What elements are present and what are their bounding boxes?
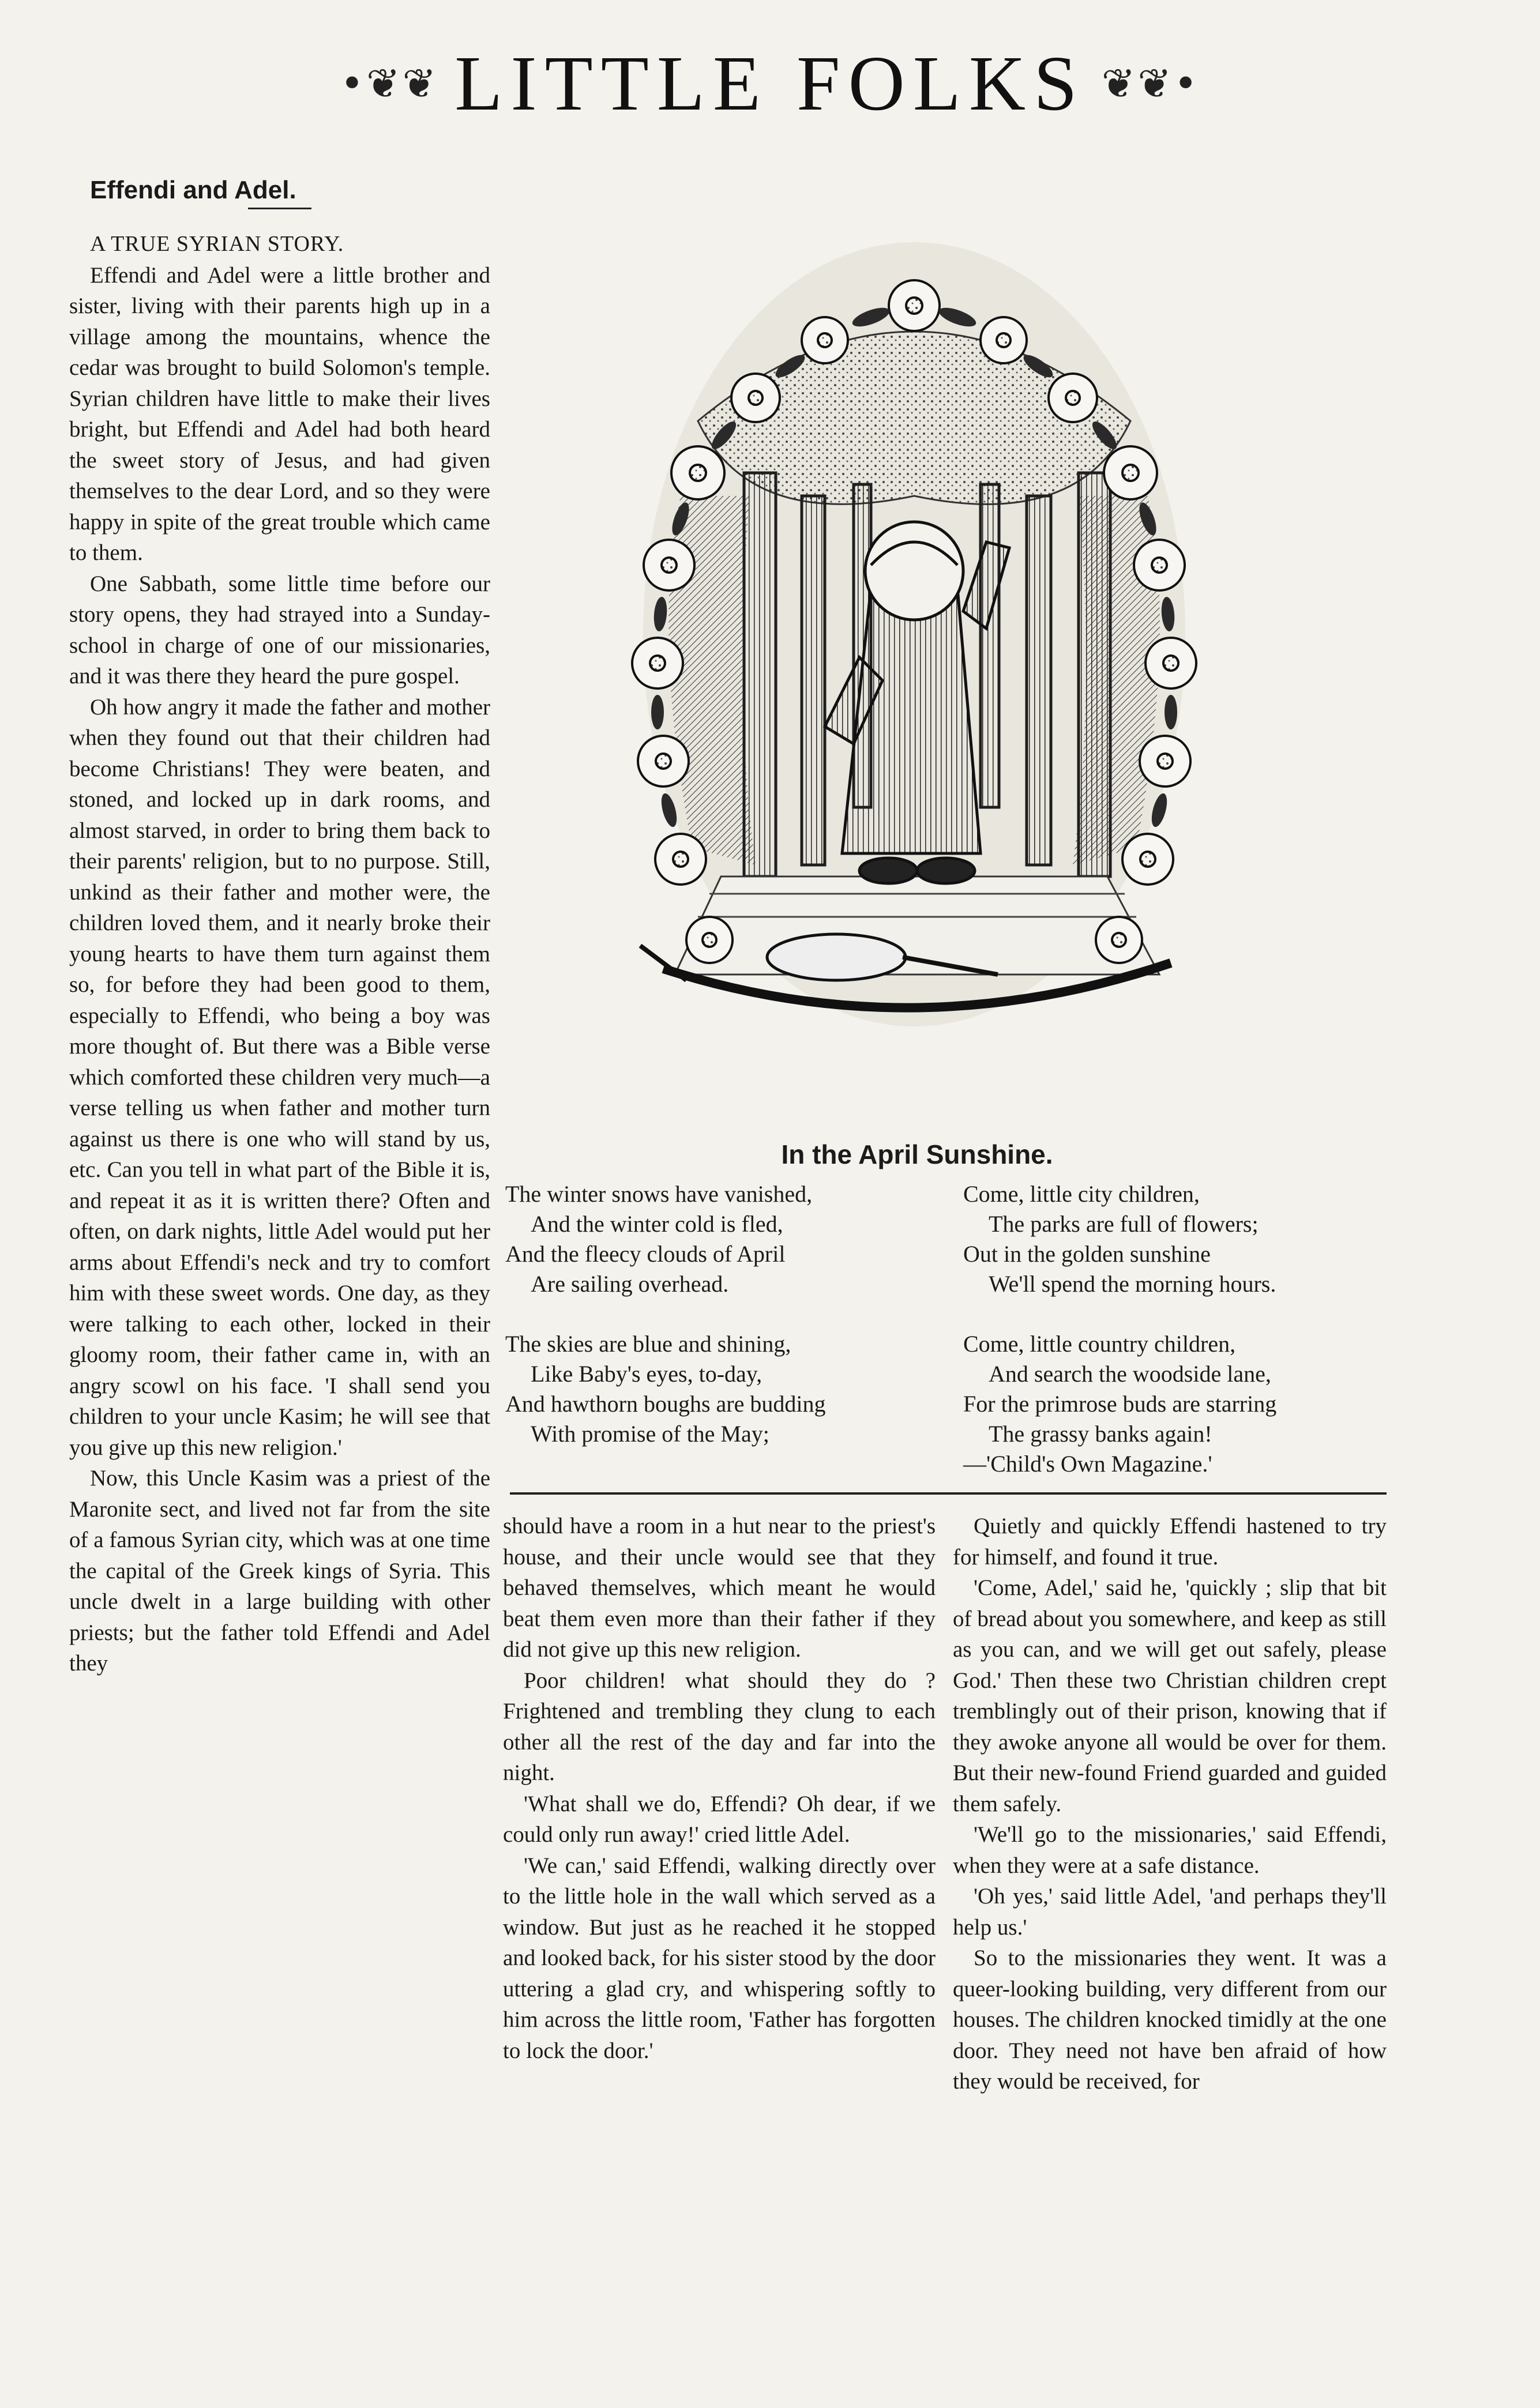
poem-line: The winter snows have vanished,: [505, 1181, 813, 1207]
story-column-left: [69, 173, 490, 1679]
poem-attribution: —'Child's Own Magazine.': [963, 1451, 1212, 1477]
paragraph: 'We can,' said Effendi, walking directly over to the little hole in the wall which served as a window. But just as he reached it he stopped and looked back, for his sister stood by the door uttering a glad cry, and whispering softly to him across the little room, 'Father has forgotten to lock the door.': [503, 1853, 936, 2063]
poem-line: The parks are full of flowers;: [989, 1211, 1259, 1237]
paragraph: Poor children! what should they do ? Frightened and trembling they clung to each other all the rest of the day and far into the night.: [503, 1668, 936, 1785]
paragraph: 'Oh yes,' said little Adel, 'and perhaps they'll help us.': [953, 1884, 1387, 1940]
paragraph: 'What shall we do, Effendi? Oh dear, if we could only run away!' cried little Adel.: [503, 1791, 936, 1847]
title-rule: [248, 208, 311, 209]
paragraph: 'Come, Adel,' said he, 'quickly ; slip that bit of bread about you somewhere, and keep as still as you can, and we will get out safely, please God.' Then these two Christian children crept tremblingly out of their prison, knowing that if they awoke anyone all would be over for them. But their new-found Friend guarded and guided them safely.: [953, 1575, 1387, 1816]
poem-line: Come, little country children,: [963, 1331, 1236, 1357]
page-header: [0, 40, 1540, 127]
story-title: Effendi and Adel.: [90, 176, 296, 204]
paragraph: Now, this Uncle Kasim was a priest of the Maronite sect, and lived not far from the site of a famous Syrian city, which was at one time the capital of the Greek kings of Syria. This uncle dwelt in a large building with other priests; but the father told Effendi and Adel they: [69, 1466, 490, 1676]
poem-line: Out in the golden sunshine: [963, 1241, 1211, 1267]
story-column-middle: [503, 1511, 936, 2066]
poem-line: Come, little city children,: [963, 1181, 1200, 1207]
engraving-child-in-garden: [583, 173, 1246, 1147]
story-subtitle: A TRUE SYRIAN STORY.: [90, 232, 344, 256]
poem-column-right: [963, 1179, 1402, 1479]
poem-line: And search the woodside lane,: [989, 1361, 1271, 1387]
poem-line: Like Baby's eyes, to-day,: [531, 1361, 763, 1387]
paragraph: Quietly and quickly Effendi hastened to try for himself, and found it true.: [953, 1514, 1387, 1570]
poem-line: The grassy banks again!: [989, 1421, 1212, 1447]
paragraph: So to the missionaries they went. It was a queer-looking building, very different from our houses. The children knocked timidly at the one door. They need not have ben afraid of how they would be received, for: [953, 1946, 1387, 2094]
section-divider: [510, 1492, 1387, 1495]
story-column-right: [953, 1511, 1387, 2097]
poem-line: And hawthorn boughs are budding: [505, 1391, 826, 1417]
ornament-right-icon: ❦❦•: [1101, 60, 1200, 107]
poem-line: The skies are blue and shining,: [505, 1331, 791, 1357]
paragraph: should have a room in a hut near to the priest's house, and their uncle would see that they behaved themselves, which meant he would beat them even more than their father if they did not give up this new religion.: [503, 1514, 936, 1662]
poem-line: Are sailing overhead.: [531, 1271, 729, 1297]
paragraph: 'We'll go to the missionaries,' said Effendi, when they were at a safe distance.: [953, 1822, 1387, 1878]
illustration-caption: In the April Sunshine.: [781, 1139, 1053, 1169]
poem-line: And the fleecy clouds of April: [505, 1241, 786, 1267]
poem-line: And the winter cold is fled,: [531, 1211, 783, 1237]
ornament-left-icon: •❦❦: [340, 60, 439, 107]
paragraph: Effendi and Adel were a little brother and sister, living with their parents high up in a village among the mountains, whence the cedar was brought to build Solomon's temple. Syrian children have little to make their lives bright, but Effendi and Adel had both heard the sweet story of Jesus, and had given themselves to the dear Lord, and so they were happy in spite of the great trouble which came to them.: [69, 262, 490, 565]
poem-line: With promise of the May;: [531, 1421, 769, 1447]
page-title: LITTLE FOLKS: [455, 40, 1085, 127]
poem-line: We'll spend the morning hours.: [989, 1271, 1276, 1297]
paragraph: Oh how angry it made the father and mother when they found out that their children had become Christians! They were beaten, and stoned, and locked up in dark rooms, and almost starved, in order to bring them back to their parents' religion, but to no purpose. Still, unkind as their father and mother were, the children loved them, and it nearly broke their young hearts to have them turn against them so, for before they had been good to them, especially to Effendi, who being a boy was more thought of. But there was a Bible verse which comforted these children very much—a verse telling us when father and mother turn against us there is one who will stand by us, etc. Can you tell in what part of the Bible it is, and repeat it as it is written there? Often and often, on dark nights, little Adel would put her arms about Effendi's neck and try to comfort him with these sweet words. One day, as they were talking to each other, locked in their gloomy room, their father came in, with an angry scowl on his face. 'I shall send you children to your uncle Kasim; he will see that you give up this new religion.': [69, 694, 490, 1460]
paragraph: One Sabbath, some little time before our story opens, they had strayed into a Sunday-school in charge of one of our missionaries, and it was there they heard the pure gospel.: [69, 571, 490, 688]
poem-column-left: [505, 1179, 944, 1449]
poem-line: For the primrose buds are starring: [963, 1391, 1277, 1417]
